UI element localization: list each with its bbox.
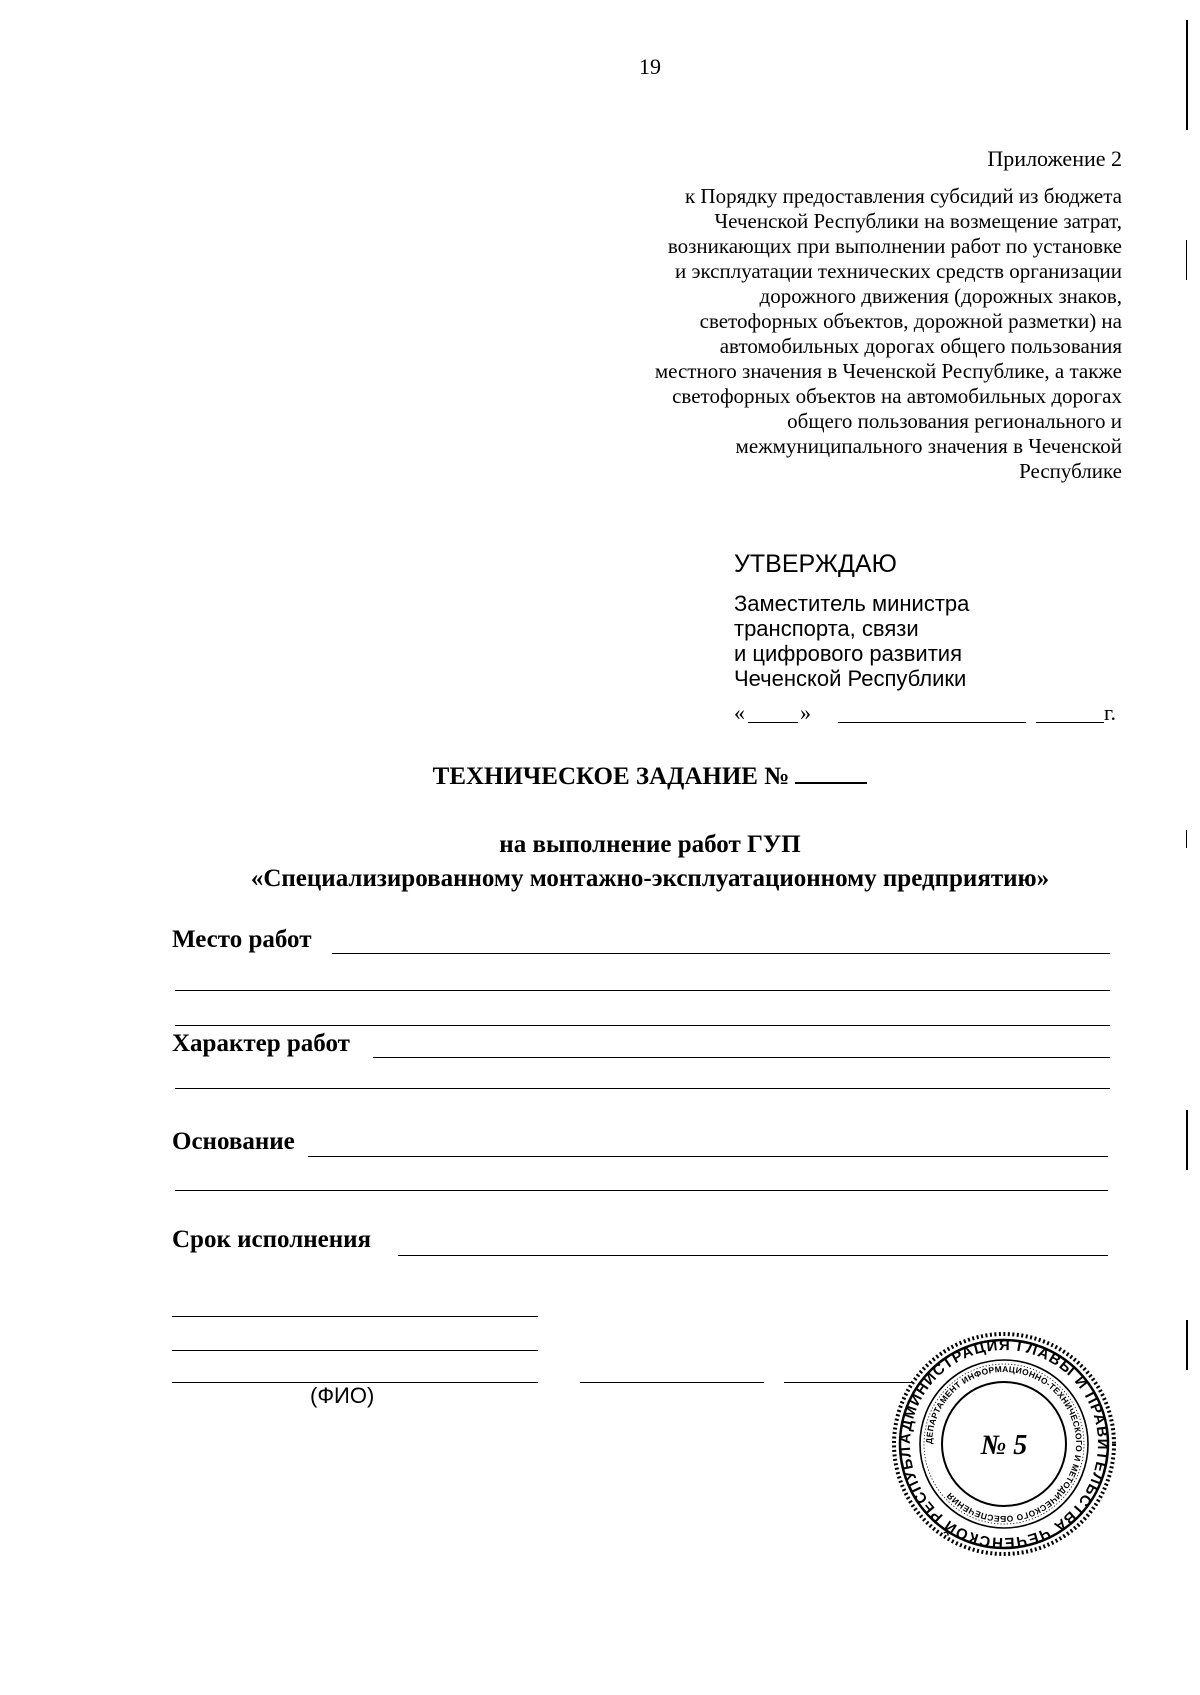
appendix-line: Чеченской Республики на возмещение затрат,: [714, 209, 1122, 233]
deadline-field[interactable]: [398, 1255, 1108, 1256]
seal-inner-text: ДЕПАРТАМЕНТ ИНФОРМАЦИОННО-ТЕХНИЧЕСКОГО И МЕТОДИЧЕСКОГО ОБЕСПЕЧЕНИЯ: [923, 1363, 1085, 1525]
appendix-line: возникающих при выполнении работ по установке: [667, 234, 1122, 258]
appendix-line: к Порядку предоставления субсидий из бюджета: [684, 184, 1122, 208]
nature-label: Характер работ: [172, 1030, 350, 1057]
signature-line[interactable]: [580, 1382, 764, 1383]
document-number-blank[interactable]: [795, 762, 867, 784]
appendix-line: местного значения в Чеченской Республике, а также: [654, 359, 1122, 383]
official-seal: [890, 1330, 1118, 1558]
document-title: [0, 762, 1200, 791]
scan-artifact: [1186, 1110, 1188, 1170]
appendix-line: светофорных объектов на автомобильных дорогах: [672, 384, 1122, 408]
approval-date: [734, 700, 1120, 730]
approval-block: [734, 550, 969, 691]
seal-number: № 5: [980, 1430, 1028, 1461]
appendix-description: [582, 184, 1122, 484]
seal-graphic: [890, 1330, 1118, 1558]
appendix-line: автомобильных дорогах общего пользования: [719, 334, 1122, 358]
approver-position-line: и цифрового развития: [734, 641, 962, 666]
page-number: 19: [639, 54, 661, 79]
deadline-label: Срок исполнения: [172, 1226, 372, 1253]
place-field-line[interactable]: [175, 990, 1110, 991]
approver-position-line: Заместитель министра: [734, 591, 970, 616]
nature-field[interactable]: [373, 1057, 1110, 1058]
basis-label: Основание: [172, 1128, 295, 1155]
date-day-blank[interactable]: [748, 722, 798, 723]
date-open-quote: «: [734, 700, 745, 725]
place-field[interactable]: [332, 953, 1110, 954]
scan-artifact: [1186, 240, 1187, 280]
document-title-text: ТЕХНИЧЕСКОЕ ЗАДАНИЕ №: [432, 763, 790, 790]
appendix-line: Республике: [1019, 459, 1122, 483]
seal-outer-text: АДМИНИСТРАЦИЯ ГЛАВЫ И ПРАВИТЕЛЬСТВА ЧЕЧЕНСКОЙ РЕСПУБЛ: [896, 1336, 1112, 1552]
appendix-line: светофорных объектов, дорожной разметки) на: [699, 309, 1122, 333]
approver-position-line: транспорта, связи: [734, 616, 919, 641]
place-label: Место работ: [172, 926, 312, 953]
fio-label: (ФИО): [310, 1383, 375, 1408]
document-subtitle-line: на выполнение работ ГУП: [499, 831, 801, 858]
basis-field-line[interactable]: [175, 1190, 1108, 1191]
document-subtitle-line: «Специализированному монтажно-эксплуатационному предприятию»: [250, 865, 1050, 892]
appendix-line: общего пользования регионального и: [787, 409, 1122, 433]
signature-line[interactable]: [172, 1316, 538, 1317]
signature-line[interactable]: [172, 1350, 538, 1351]
appendix-line: межмуниципального значения в Чеченской: [735, 434, 1122, 458]
approver-position-line: Чеченской Республики: [734, 666, 967, 691]
place-field-line[interactable]: [175, 1025, 1110, 1026]
basis-field[interactable]: [308, 1156, 1108, 1157]
nature-field-line[interactable]: [175, 1088, 1110, 1089]
date-month-blank[interactable]: [838, 722, 1026, 723]
scan-artifact: [1186, 1320, 1188, 1370]
date-year-suffix: г.: [1104, 700, 1117, 725]
appendix-line: и эксплуатации технических средств организации: [674, 259, 1122, 283]
appendix-title: Приложение 2: [987, 146, 1122, 171]
document-subtitle: [0, 828, 1200, 896]
date-year-blank[interactable]: [1036, 722, 1104, 723]
date-close-quote: »: [800, 700, 811, 725]
approval-title: УТВЕРЖДАЮ: [734, 550, 897, 578]
appendix-line: дорожного движения (дорожных знаков,: [759, 284, 1122, 308]
